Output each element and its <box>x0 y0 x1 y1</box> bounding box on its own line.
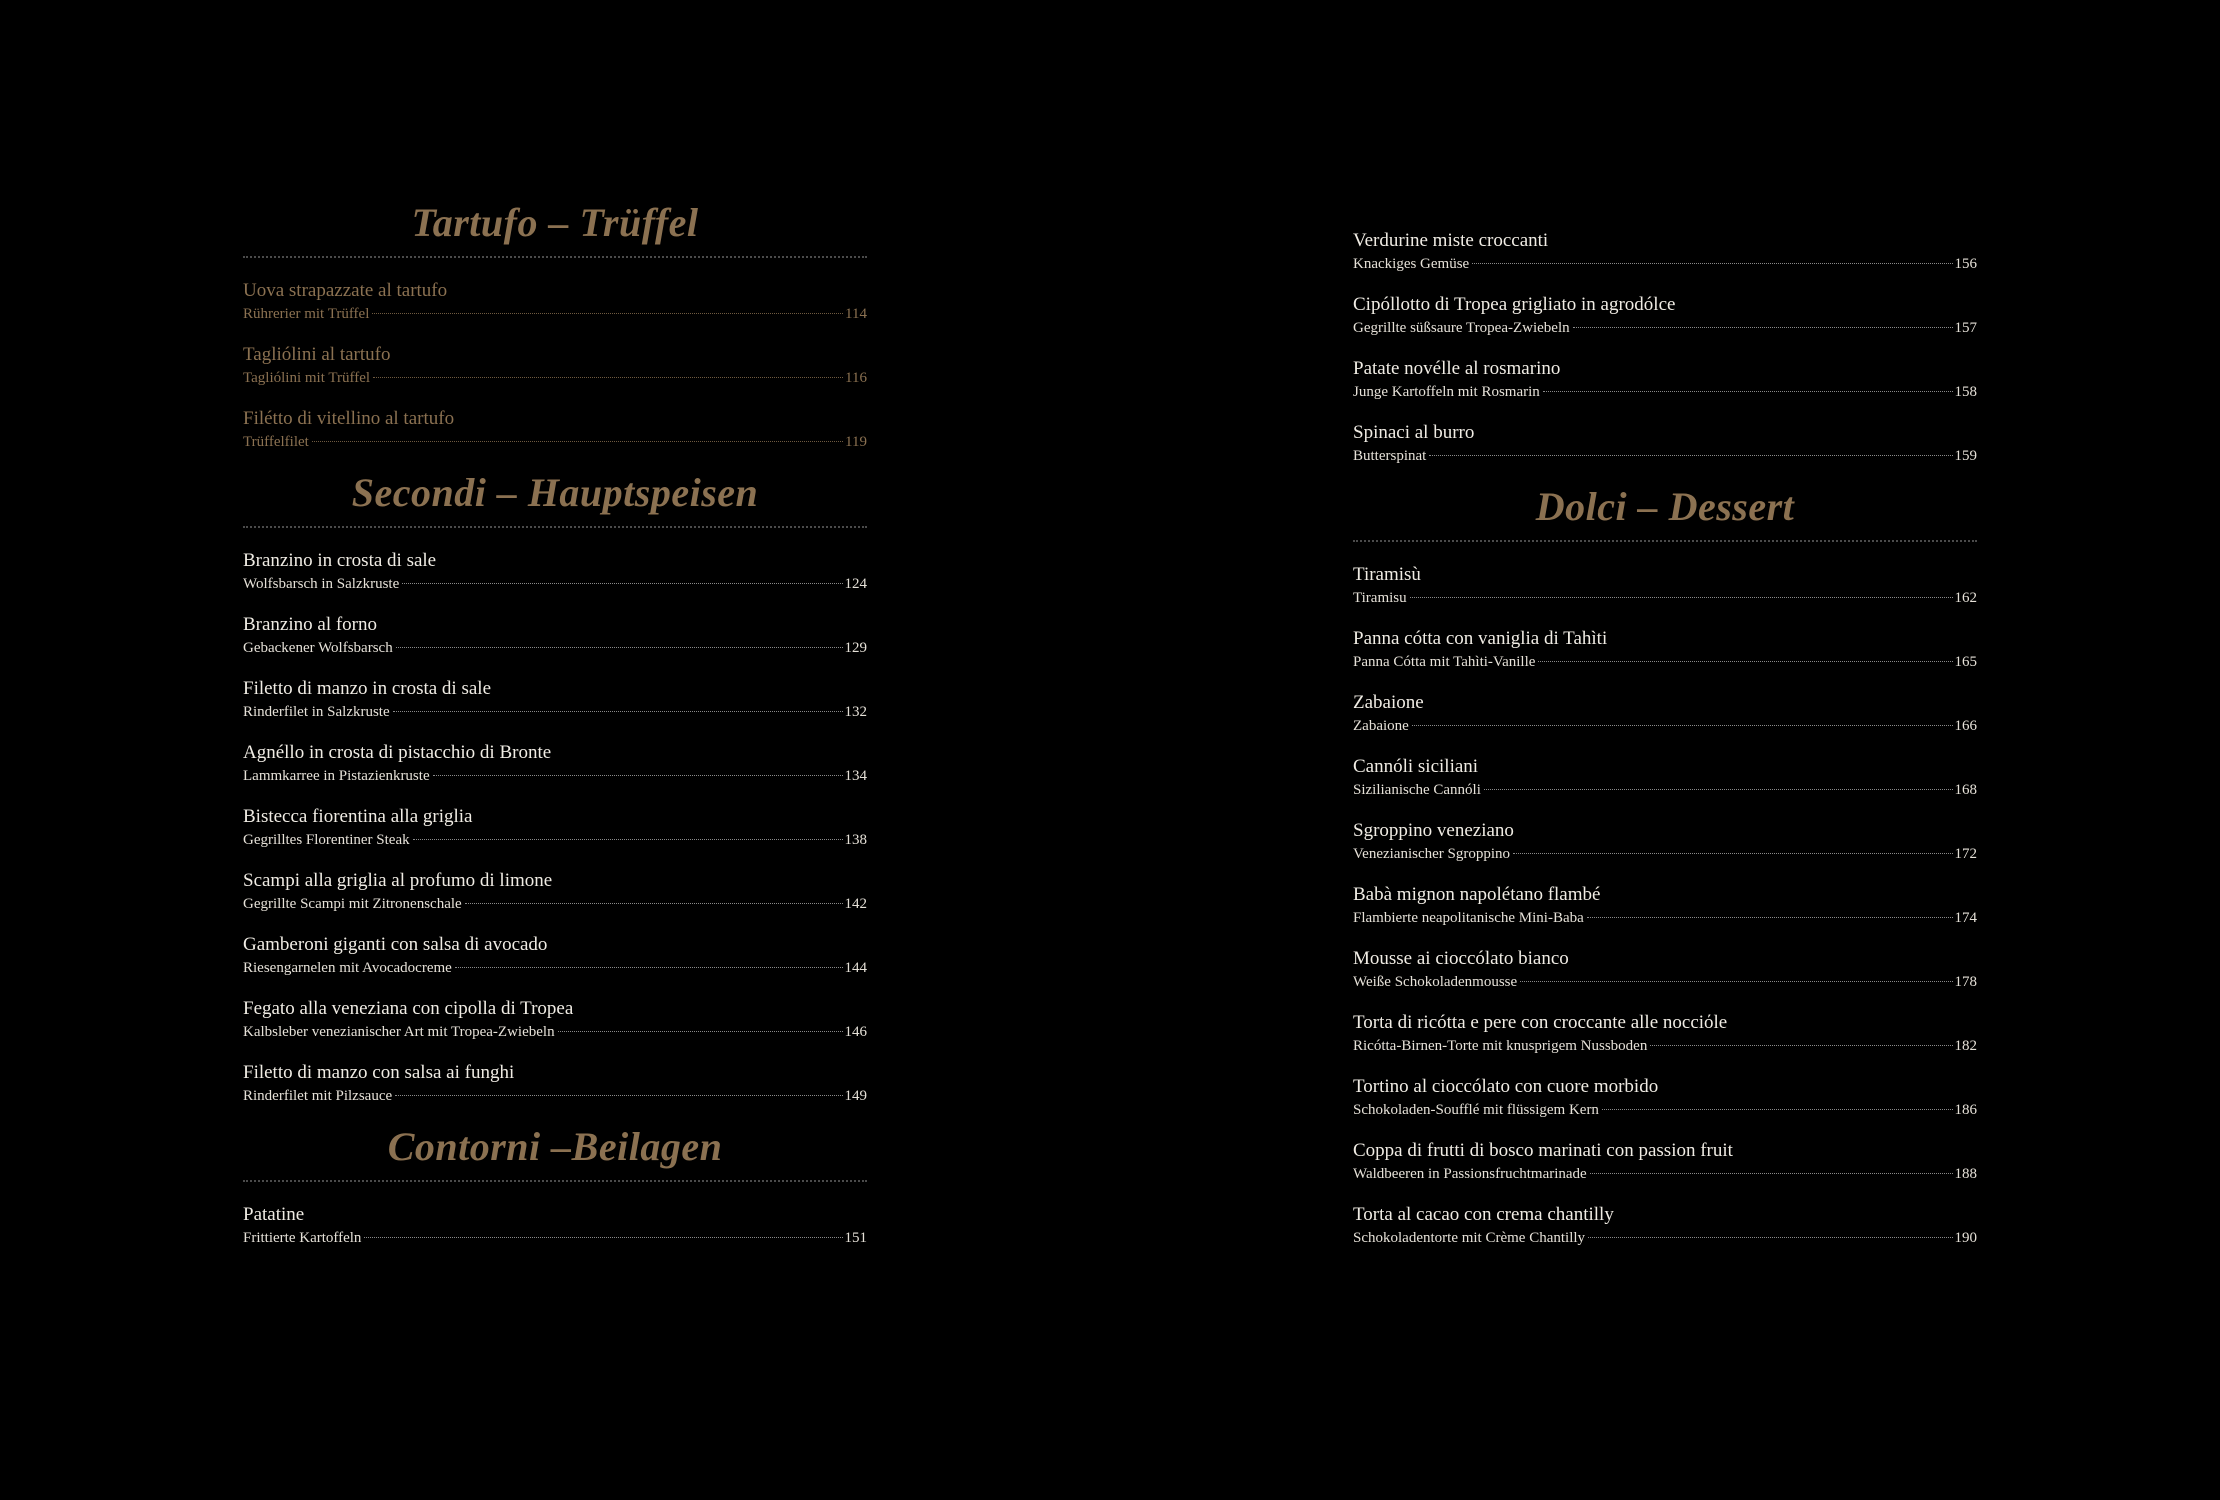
section-title: Tartufo – Trüffel <box>411 200 699 245</box>
dot-leader <box>1410 597 1953 598</box>
dot-leader <box>1484 789 1953 790</box>
dish-name: Cipóllotto di Tropea grigliato in agrodólce <box>1353 294 1676 315</box>
dish-name: Bistecca fiorentina alla griglia <box>243 806 473 827</box>
dot-leader <box>373 377 843 378</box>
dish-translation: Flambierte neapolitanische Mini-Baba <box>1353 910 1584 926</box>
menu-item <box>1353 1202 1977 1248</box>
dish-translation: Panna Cótta mit Tahìti-Vanille <box>1353 654 1536 670</box>
dish-line <box>1353 254 1977 274</box>
dot-leader <box>1412 725 1953 726</box>
menu-item <box>1353 292 1977 338</box>
right-menu-column <box>1353 228 1977 1266</box>
section-contorni <box>243 1120 867 1248</box>
dish-translation: Butterspinat <box>1353 448 1427 464</box>
dish-line <box>1353 446 1977 466</box>
dish-translation: Knackiges Gemüse <box>1353 256 1470 272</box>
dish-line <box>1353 1164 1977 1184</box>
section-title: Contorni –Beilagen <box>387 1124 723 1169</box>
dot-leader <box>1587 917 1953 918</box>
dot-leader <box>364 1237 842 1238</box>
dot-leader <box>312 441 843 442</box>
page-number: 132 <box>844 704 867 720</box>
dish-translation: Waldbeeren in Passionsfruchtmarinade <box>1353 1166 1587 1182</box>
dish-translation: Gegrillte süßsaure Tropea-Zwiebeln <box>1353 320 1570 336</box>
page-number: 159 <box>1954 448 1977 464</box>
dish-translation: Tiramisu <box>1353 590 1407 606</box>
page-number: 124 <box>844 576 867 592</box>
dish-translation: Wolfsbarsch in Salzkruste <box>243 576 400 592</box>
page-number: 138 <box>844 832 867 848</box>
page-number: 156 <box>1954 256 1977 272</box>
dish-translation: Ricótta-Birnen-Torte mit knusprigem Nussboden <box>1353 1038 1648 1054</box>
page-number: 146 <box>844 1024 867 1040</box>
dot-leader <box>1588 1237 1952 1238</box>
dish-line <box>1353 318 1977 338</box>
section-dolci <box>1353 480 1977 1248</box>
dish-name: Panna cótta con vaniglia di Tahìti <box>1353 628 1608 649</box>
dish-line <box>243 958 867 978</box>
dish-line <box>1353 1036 1977 1056</box>
dish-line <box>1353 716 1977 736</box>
dot-leader <box>433 775 843 776</box>
dish-name: Torta di ricótta e pere con croccante alle nocciόle <box>1353 1012 1728 1033</box>
dish-translation: Gegrillte Scampi mit Zitronenschale <box>243 896 462 912</box>
dot-leader <box>1602 1109 1953 1110</box>
page-number: 186 <box>1954 1102 1977 1118</box>
dish-translation: Gebackener Wolfsbarsch <box>243 640 393 656</box>
dish-translation: Tagliólini mit Trüffel <box>243 370 371 386</box>
page-number: 188 <box>1954 1166 1977 1182</box>
page-number: 174 <box>1954 910 1977 926</box>
page-number: 172 <box>1954 846 1977 862</box>
dish-name: Tiramisù <box>1353 564 1421 585</box>
menu-item <box>1353 882 1977 928</box>
dish-name: Scampi alla griglia al profumo di limone <box>243 870 553 891</box>
dish-line <box>1353 780 1977 800</box>
menu-item <box>243 868 867 914</box>
dish-line <box>243 574 867 594</box>
dot-leader <box>1650 1045 1952 1046</box>
dish-name: Patate novélle al rosmarino <box>1353 358 1561 379</box>
dish-translation: Gegrilltes Florentiner Steak <box>243 832 410 848</box>
dish-line <box>243 304 867 324</box>
dot-leader <box>1520 981 1952 982</box>
dish-name: Patatine <box>243 1204 305 1225</box>
dish-line <box>1353 1228 1977 1248</box>
page-number: 157 <box>1954 320 1977 336</box>
dish-line <box>1353 382 1977 402</box>
dish-translation: Rinderfilet in Salzkruste <box>243 704 390 720</box>
menu-item <box>243 996 867 1042</box>
dish-name: Filetto di manzo in crosta di sale <box>243 678 492 699</box>
menu-item <box>243 612 867 658</box>
dish-name: Agnéllo in crosta di pistacchio di Bronte <box>243 742 552 763</box>
dot-leader <box>1429 455 1952 456</box>
page-number: 165 <box>1954 654 1977 670</box>
dish-translation: Zabaione <box>1353 718 1409 734</box>
dot-leader <box>1573 327 1953 328</box>
dish-translation: Junge Kartoffeln mit Rosmarin <box>1353 384 1540 400</box>
menu-item <box>243 278 867 324</box>
dot-leader <box>396 647 843 648</box>
dish-name: Cannóli siciliani <box>1353 756 1479 777</box>
dish-name: Verdurine miste croccanti <box>1353 230 1549 251</box>
dish-name: Fegato alla veneziana con cipolla di Tropea <box>243 998 574 1019</box>
dish-name: Filetto di manzo con salsa ai funghi <box>243 1062 515 1083</box>
dot-leader <box>395 1095 842 1096</box>
menu-item <box>243 740 867 786</box>
menu-item <box>243 676 867 722</box>
dish-name: Spinaci al burro <box>1353 422 1475 443</box>
page-number: 116 <box>845 370 867 386</box>
dish-translation: Sizilianische Cannóli <box>1353 782 1481 798</box>
dish-name: Filétto di vitellino al tartufo <box>243 408 455 429</box>
dish-line <box>1353 1100 1977 1120</box>
menu-item <box>1353 690 1977 736</box>
page-number: 144 <box>844 960 867 976</box>
page-number: 162 <box>1954 590 1977 606</box>
menu-item <box>1353 946 1977 992</box>
dish-line <box>243 368 867 388</box>
dot-leader <box>402 583 842 584</box>
dish-translation: Riesengarnelen mit Avocadocreme <box>243 960 452 976</box>
dish-line <box>1353 588 1977 608</box>
dish-name: Mousse ai cioccólato bianco <box>1353 948 1569 969</box>
dish-name: Branzino al forno <box>243 614 378 635</box>
dish-name: Tagliólini al tartufo <box>243 344 391 365</box>
dot-leader <box>465 903 843 904</box>
menu-item <box>1353 1138 1977 1184</box>
dish-translation: Weiße Schokoladenmousse <box>1353 974 1518 990</box>
dot-leader <box>393 711 843 712</box>
dish-line <box>1353 972 1977 992</box>
menu-item <box>1353 562 1977 608</box>
dish-line <box>243 432 867 452</box>
dish-name: Torta al cacao con crema chantilly <box>1353 1204 1614 1225</box>
menu-item <box>1353 626 1977 672</box>
dot-leader <box>558 1031 843 1032</box>
menu-item <box>1353 420 1977 466</box>
menu-item <box>1353 1010 1977 1056</box>
section-tartufo <box>243 196 867 452</box>
menu-item <box>1353 356 1977 402</box>
dish-translation: Venezianischer Sgroppino <box>1353 846 1511 862</box>
dish-translation: Schokoladentorte mit Crème Chantilly <box>1353 1230 1586 1246</box>
page-number: 182 <box>1954 1038 1977 1054</box>
dot-leader <box>1543 391 1953 392</box>
page-number: 114 <box>845 306 867 322</box>
menu-item <box>243 932 867 978</box>
dot-leader <box>413 839 843 840</box>
section-title: Dolci – Dessert <box>1535 484 1795 529</box>
dish-line <box>243 894 867 914</box>
dish-line <box>243 638 867 658</box>
dish-line <box>1353 844 1977 864</box>
dish-name: Sgroppino veneziano <box>1353 820 1514 841</box>
dot-leader <box>372 313 843 314</box>
menu-item <box>243 342 867 388</box>
section-secondi <box>243 466 867 1106</box>
menu-item <box>1353 818 1977 864</box>
dish-translation: Frittierte Kartoffeln <box>243 1230 362 1246</box>
menu-item <box>243 1060 867 1106</box>
dish-name: Uova strapazzate al tartufo <box>243 280 448 301</box>
section-divider <box>1353 540 1977 542</box>
left-menu-column <box>243 196 867 1266</box>
menu-item <box>243 1202 867 1248</box>
dish-line <box>1353 652 1977 672</box>
dot-leader <box>455 967 843 968</box>
section-divider <box>243 1180 867 1182</box>
page-number: 119 <box>845 434 867 450</box>
page-number: 151 <box>844 1230 867 1246</box>
dot-leader <box>1590 1173 1953 1174</box>
menu-item <box>1353 1074 1977 1120</box>
dot-leader <box>1472 263 1952 264</box>
dish-line <box>1353 908 1977 928</box>
dish-translation: Trüffelfilet <box>243 434 309 450</box>
dish-name: Zabaione <box>1353 692 1424 713</box>
dish-line <box>243 1086 867 1106</box>
menu-item <box>1353 754 1977 800</box>
page-number: 134 <box>844 768 867 784</box>
dish-translation: Lammkarree in Pistazienkruste <box>243 768 430 784</box>
page-number: 149 <box>844 1088 867 1104</box>
menu-item <box>243 804 867 850</box>
section-divider <box>243 256 867 258</box>
section-divider <box>243 526 867 528</box>
menu-item <box>243 548 867 594</box>
dish-translation: Schokoladen-Soufflé mit flüssigem Kern <box>1353 1102 1599 1118</box>
dish-name: Branzino in crosta di sale <box>243 550 437 571</box>
dish-name: Tortino al cioccólato con cuore morbido <box>1353 1076 1659 1097</box>
dish-name: Coppa di frutti di bosco marinati con passion fruit <box>1353 1140 1733 1161</box>
section-contorni-continued <box>1353 228 1977 466</box>
dish-translation: Rührerier mit Trüffel <box>243 306 370 322</box>
menu-item <box>1353 228 1977 274</box>
dish-name: Babà mignon napolétano flambé <box>1353 884 1601 905</box>
page-number: 190 <box>1954 1230 1977 1246</box>
page-number: 142 <box>844 896 867 912</box>
page-number: 158 <box>1954 384 1977 400</box>
dish-line <box>243 830 867 850</box>
page-number: 178 <box>1954 974 1977 990</box>
dish-line <box>243 702 867 722</box>
dish-translation: Kalbsleber venezianischer Art mit Tropea-Zwiebeln <box>243 1024 555 1040</box>
dish-line <box>243 766 867 786</box>
page-number: 166 <box>1954 718 1977 734</box>
page-number: 168 <box>1954 782 1977 798</box>
dot-leader <box>1513 853 1952 854</box>
dish-translation: Rinderfilet mit Pilzsauce <box>243 1088 393 1104</box>
dish-line <box>243 1022 867 1042</box>
menu-item <box>243 406 867 452</box>
section-title: Secondi – Hauptspeisen <box>351 470 759 515</box>
dot-leader <box>1538 661 1952 662</box>
page-number: 129 <box>844 640 867 656</box>
dish-line <box>243 1228 867 1248</box>
dish-name: Gamberoni giganti con salsa di avocado <box>243 934 548 955</box>
